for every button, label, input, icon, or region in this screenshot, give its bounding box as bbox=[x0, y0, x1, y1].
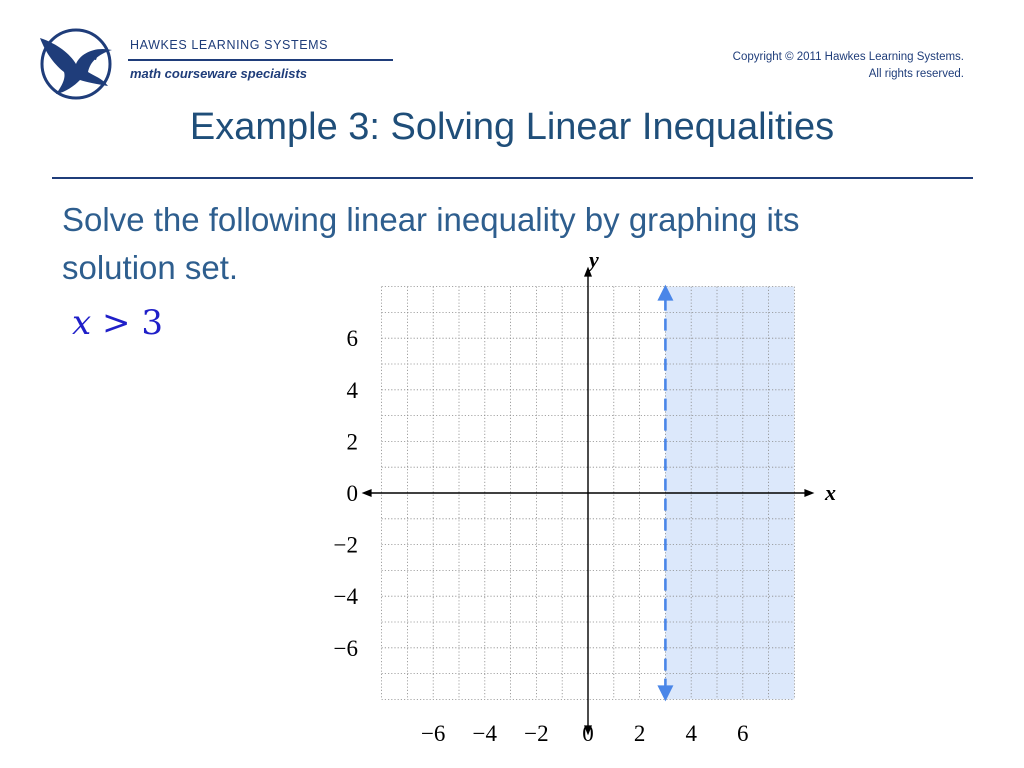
x-tick-label: 6 bbox=[737, 721, 749, 746]
instruction-text: Solve the following linear inequality by graphing its solution set. bbox=[62, 201, 800, 286]
x-axis-right-arrow-icon bbox=[804, 489, 814, 497]
y-tick-label: −6 bbox=[333, 635, 358, 661]
inequality-relation: > bbox=[102, 303, 131, 343]
y-tick-label: −4 bbox=[333, 584, 358, 610]
brand-tagline: math courseware specialists bbox=[130, 66, 308, 81]
y-tick-label: 4 bbox=[346, 377, 358, 403]
y-tick-label: 2 bbox=[346, 429, 358, 455]
y-tick-label: −2 bbox=[333, 532, 358, 558]
slide-title: Example 3: Solving Linear Inequalities bbox=[189, 106, 835, 148]
copyright-line-1: Copyright © 2011 Hawkes Learning Systems. bbox=[732, 51, 964, 63]
brand-name: HAWKES LEARNING SYSTEMS bbox=[130, 38, 329, 52]
inequality-value: 3 bbox=[141, 303, 163, 343]
inequality-variable: x bbox=[72, 303, 92, 343]
x-axis-left-arrow-icon bbox=[362, 489, 372, 497]
y-tick-label: 6 bbox=[346, 326, 358, 352]
x-tick-label: 0 bbox=[582, 721, 594, 746]
y-tick-label: 0 bbox=[346, 481, 358, 506]
x-tick-label: 2 bbox=[633, 721, 646, 746]
copyright-line-2: All rights reserved. bbox=[868, 68, 964, 80]
x-tick-label: −4 bbox=[472, 721, 498, 746]
x-axis-label: x bbox=[825, 480, 836, 505]
x-tick-label: −6 bbox=[420, 721, 446, 746]
x-tick-label: 4 bbox=[685, 721, 697, 746]
y-axis-label: y bbox=[589, 247, 599, 272]
x-tick-label: −2 bbox=[524, 721, 549, 746]
